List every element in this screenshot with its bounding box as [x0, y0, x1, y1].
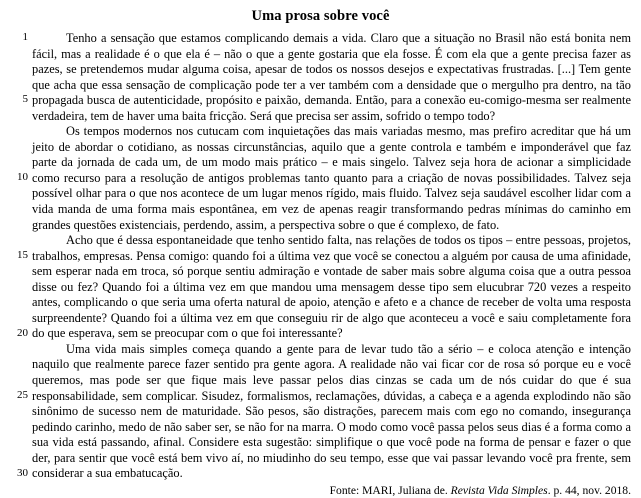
line-number: 10: [17, 171, 28, 183]
paragraph-2: Os tempos modernos nos cutucam com inquietações das mais variadas mesmo, mas prefiro acreditar que há um jeito de abordar o cotidiano, as nossas circunstâncias, aquilo que a gente controla e também e imponderável que faz parte da jornada de cada um, de um modo mais prático – e mais singelo. Talvez seja hora de acionar a simplicidade como recurso para a resolução de antigos problemas tanto quanto para a criação de novas possibilidades. Talvez seja possível olhar para o que nos acontece de um lugar menos rígido, mais fluido. Talvez seja saudável escolher lidar com a vida manda de uma forma mais espontânea, em vez de apenas reagir transformando pedras mínimas do caminho em grandes questões existenciais, perdendo, assim, a perspectiva sobre o que é complexo, de fato.: [32, 124, 631, 232]
line-number: 30: [17, 467, 28, 479]
page-title: Uma prosa sobre você: [251, 8, 390, 24]
line-number: 1: [22, 31, 28, 43]
source-publication: Revista Vida Simples: [450, 483, 548, 497]
paragraph-4: Uma vida mais simples começa quando a gente para de levar tudo tão a sério – e coloca atenção e intenção naquilo que realmente parece fazer sentido pra gente agora. A realidade não vai ficar cor de rosa só porque eu e você queremos, mas pode ser que fique mais leve passar pelos dias cinzas se cada um de nós cuidar do que é sua responsabilidade, sem complicar. Sisudez, formalismos, reclamações, dúvidas, a cabeça e a agenda explodindo não são sinônimo de sucesso nem de maturidade. São pesos, são distrações, parecem mais com ego no comando, insegurança pedindo carinho, medo de não saber ser, se não for na marra. O modo como você passa pelos seus dias é a forma como a sua vida está passando, afinal. Considere esta sugestão: simplifique o que você pode na forma de pensar e fazer o que der, para sentir que você está bem vivo aí, no miudinho do seu tempo, esse que vai passar levando você pra frente, sem considerar a sua embatucação.: [32, 341, 631, 481]
line-number: 25: [17, 389, 28, 401]
line-number: 20: [17, 327, 28, 339]
paragraph-3: Acho que é dessa espontaneidade que tenho sentido falta, nas relações de todos os tipos – entre pessoas, projetos, trabalhos, empresas. Pensa comigo: quando foi a última vez que você se conectou a alguém por causa de uma afinidade, sem esperar nada em troca, só porque sentiu admiração e vontade de saber mais sobre alguma coisa que a outra pessoa disse ou fez? Quando foi a última vez em que mandou uma mensagem desse tipo sem elucubrar 720 vezes a respeito antes, complicando o que seria uma oferta natural de apoio, atenção e afeto e a chance de receber de volta uma resposta surpreendente? Quando foi a última vez em que conseguiu rir de algo que aconteceu a você e saiu completamente fora do que esperava, sem se preocupar com o que foi interessante?: [32, 233, 631, 341]
line-number: 15: [17, 249, 28, 261]
document-body: [10, 31, 631, 498]
source-suffix: . p. 44, nov. 2018.: [547, 483, 631, 497]
document-text-column: [32, 31, 631, 498]
source-prefix: Fonte: MARI, Juliana de.: [329, 483, 451, 497]
source-citation: [32, 484, 631, 498]
paragraph-1: Tenho a sensação que estamos complicando demais a vida. Claro que a situação no Brasil não está bonita nem fácil, mas a realidade é o que ela é – não o que a gente gostaria que ela fosse. É com ela que a gente precisa fazer as pazes, se pretendemos mudar alguma coisa, apesar de todos os nossos desejos e expectativas frustradas. [...] Tem gente que acha que essa sensação de complicação pode ter a ver também com a densidade que o mergulho pra dentro, na tão propagada busca de autenticidade, propósito e paixão, demanda. Então, para a conexão eu-comigo-mesma ser realmente verdadeira, tem de haver uma baita fricção. Será que precisa ser assim, sofrido o tempo todo?: [32, 31, 631, 123]
line-number: 5: [22, 93, 28, 105]
